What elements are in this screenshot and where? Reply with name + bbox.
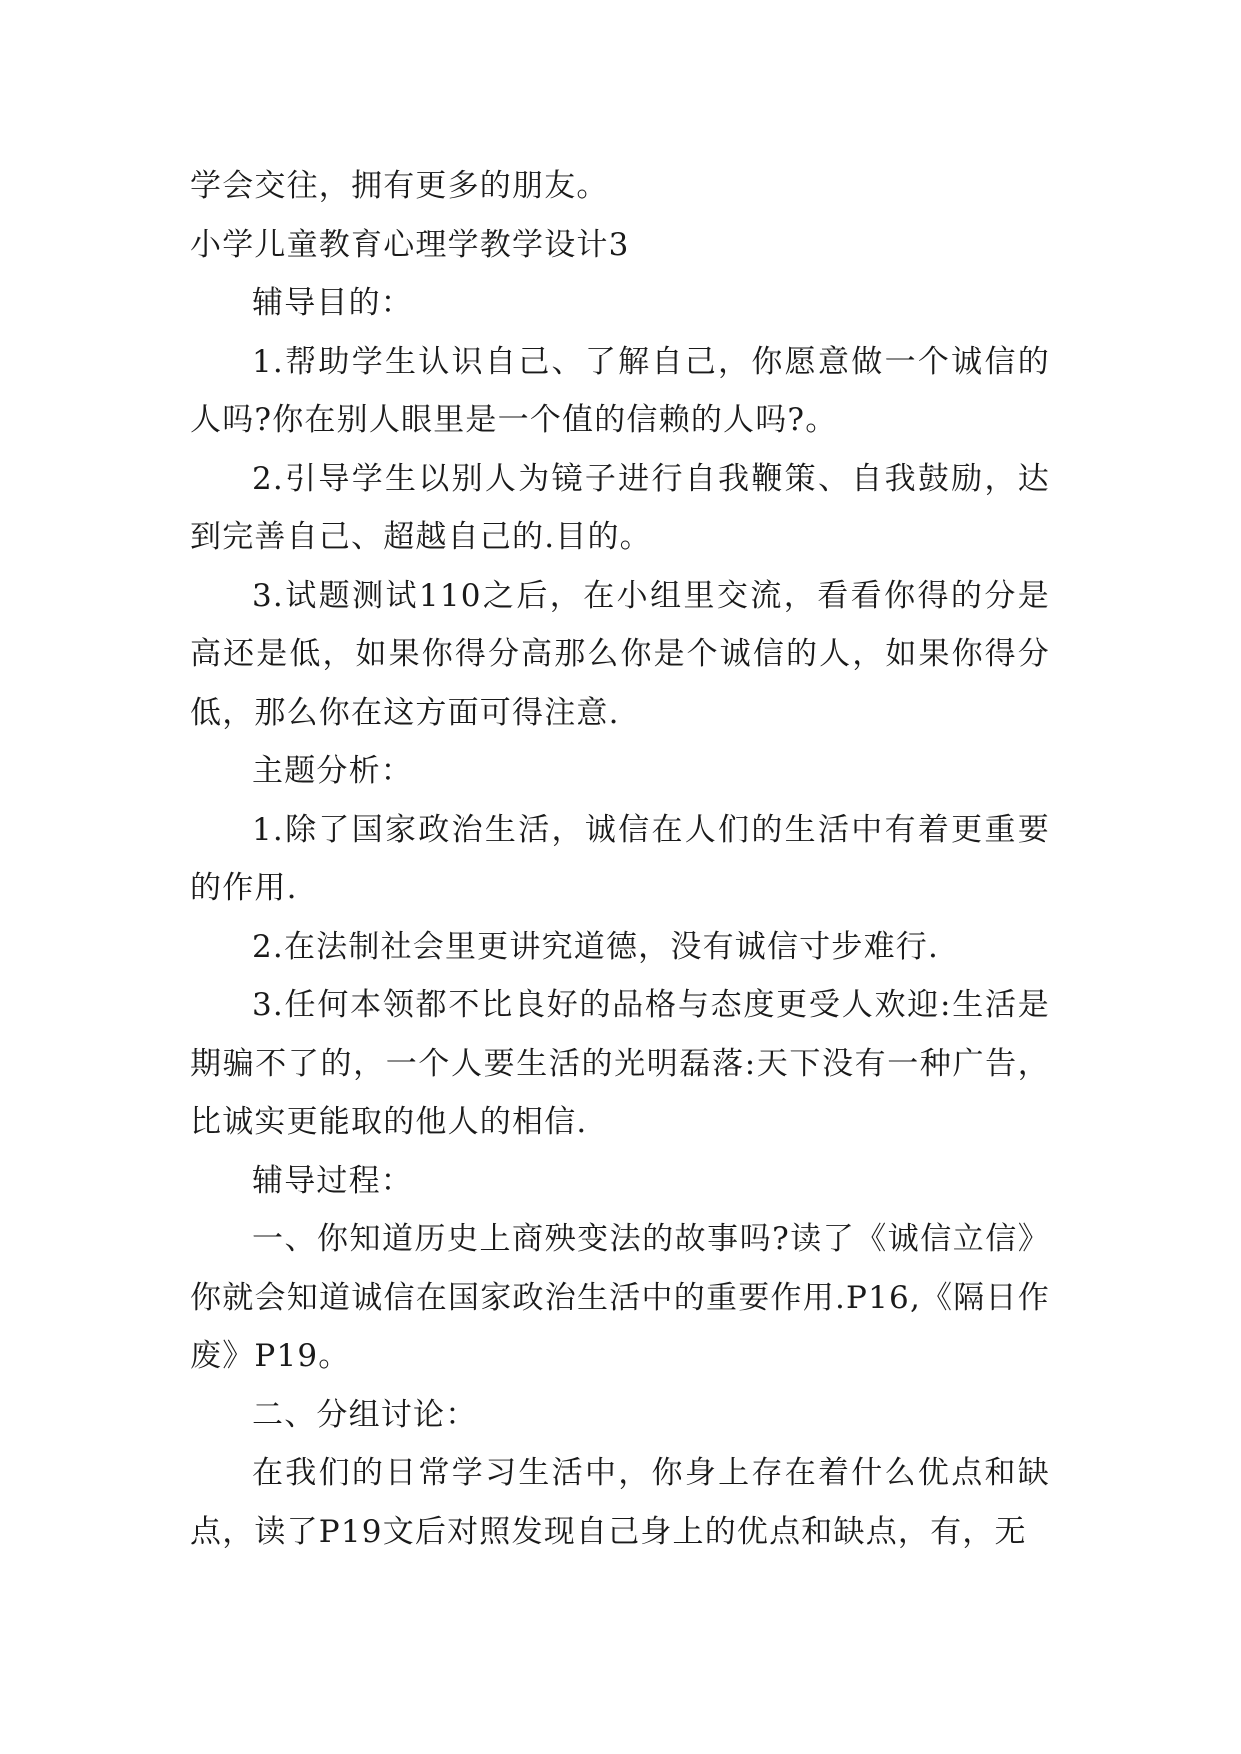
goal-item-1: 1.帮助学生认识自己、了解自己，你愿意做一个诚信的人吗?你在别人眼里是一个值的信赖的人吗?。 bbox=[190, 343, 1050, 438]
analysis-item-3: 3.任何本领都不比良好的品格与态度更受人欢迎:生活是期骗不了的，一个人要生活的光明磊落:天下没有一种广告，比诚实更能取的他人的相信. bbox=[190, 987, 1050, 1140]
heading-guidance-process: 辅导过程： bbox=[252, 1162, 413, 1199]
process-step-2-heading: 二、分组讨论： bbox=[252, 1396, 478, 1433]
heading-theme-analysis: 主题分析： bbox=[252, 753, 413, 789]
document-body bbox=[190, 157, 1050, 1561]
paragraph-continuation: 学会交往，拥有更多的朋友。 bbox=[190, 168, 609, 204]
analysis-item-1: 1.除了国家政治生活，诚信在人们的生活中有着更重要的作用. bbox=[190, 811, 1050, 906]
process-step-2-body: 在我们的日常学习生活中，你身上存在着什么优点和缺点，读了P19文后对照发现自己身上的优点和缺点，有，无 bbox=[190, 1455, 1050, 1550]
goal-item-2: 2.引导学生以别人为镜子进行自我鞭策、自我鼓励，达到完善自己、超越自己的.目的。 bbox=[190, 460, 1050, 555]
heading-guidance-goals: 辅导目的： bbox=[252, 285, 413, 321]
analysis-item-2: 2.在法制社会里更讲究道德，没有诚信寸步难行. bbox=[252, 928, 940, 965]
process-step-1: 一、你知道历史上商殃变法的故事吗?读了《诚信立信》你就会知道诚信在国家政治生活中的重要作用.P16,《隔日作废》P19。 bbox=[190, 1221, 1050, 1374]
section-title: 小学儿童教育心理学教学设计3 bbox=[190, 226, 630, 263]
goal-item-3: 3.试题测试110之后，在小组里交流，看看你得的分是高还是低，如果你得分高那么你是个诚信的人，如果你得分低，那么你在这方面可得注意. bbox=[190, 577, 1050, 731]
